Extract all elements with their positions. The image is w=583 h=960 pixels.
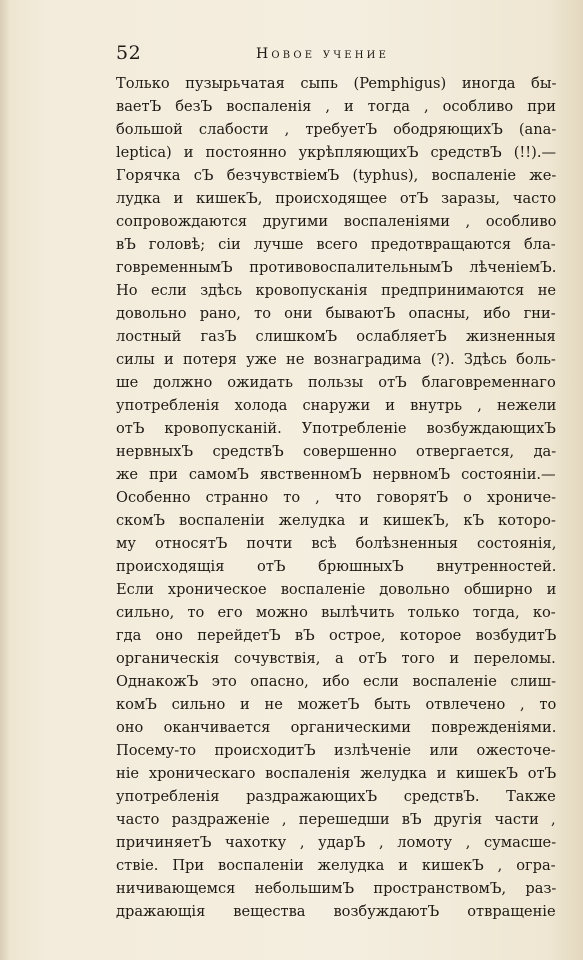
text-line: вЪ головѣ; сіи лучше всего предотвращаются бла- xyxy=(116,236,556,253)
text-line: Только пузырьчатая сыпь (Pemphigus) иногда бы- xyxy=(116,75,557,92)
text-line: му относятЪ почти всѣ болѣзненныя состоянія, xyxy=(116,535,557,552)
text-line: Но если здѣсь кровопусканія предпринимаются не xyxy=(116,282,557,299)
gutter-shadow xyxy=(0,0,10,960)
text-line: комЪ сильно и не можетЪ быть отвлечено , то xyxy=(116,696,557,713)
text-line: ствіе. При воспаленіи желудка и кишекЪ , огра- xyxy=(116,857,556,874)
text-line: сильно, то его можно вылѣчить только тогда, ко- xyxy=(116,604,556,621)
text-line: Горячка сЪ безчувствіемЪ (typhus), воспаленіе же- xyxy=(116,167,557,184)
text-line: Посему-то происходитЪ излѣченіе или ожесточе- xyxy=(116,742,556,759)
text-line: нервныхЪ средствЪ совершенно отвергается, да- xyxy=(116,443,557,460)
text-line: довольно рано, то они бываютЪ опасны, ибо гни- xyxy=(116,305,556,322)
text-line: скомЪ воспаленіи желудка и кишекЪ, кЪ которо- xyxy=(116,512,556,529)
text-line: лудка и кишекЪ, происходящее отЪ заразы, часто xyxy=(116,190,557,207)
text-line: ваетЪ безЪ воспаленія , и тогда , особливо при xyxy=(116,98,556,115)
text-line: ОднакожЪ это опасно, ибо если воспаленіе слиш- xyxy=(116,673,557,690)
page-number: 52 xyxy=(116,42,142,64)
text-line: говременнымЪ противовоспалительнымЪ лѣченіемЪ. xyxy=(116,259,557,276)
text-line: Если хроническое воспаленіе довольно обширно и xyxy=(116,581,557,598)
text-line: Особенно странно то , что говорятЪ о хрониче- xyxy=(116,489,557,506)
text-line: большой слабости , требуетЪ ободряющихЪ (ana- xyxy=(116,121,557,138)
text-line: отЪ кровопусканій. Употребленіе возбуждающихЪ xyxy=(116,420,556,437)
text-line: часто раздраженіе , перешедши вЪ другія части , xyxy=(116,811,556,828)
text-line: дражающія вещества возбуждаютЪ отвращеніе xyxy=(116,903,556,920)
page-header xyxy=(116,42,560,72)
text-line: ше должно ожидать пользы отЪ благовременнаго xyxy=(116,374,556,391)
text-line: причиняетЪ чахотку , ударЪ , ломоту , сумасше- xyxy=(116,834,557,851)
text-line: употребленія раздражающихЪ средствЪ. Также xyxy=(116,788,556,805)
text-line: лостный газЪ слишкомЪ ослабляетЪ жизненныя xyxy=(116,328,556,345)
body-text xyxy=(116,72,556,923)
running-title: Новое учение xyxy=(256,46,390,62)
text-line: ніе хроническаго воспаленія желудка и кишекЪ отЪ xyxy=(116,765,557,782)
text-line: сопровождаются другими воспаленіями , особливо xyxy=(116,213,557,230)
text-line: оно оканчивается органическими поврежденіями. xyxy=(116,719,557,736)
text-line: leptica) и постоянно укрѣпляющихЪ средствЪ (!!).— xyxy=(116,144,557,161)
text-line: органическія сочувствія, а отЪ того и переломы. xyxy=(116,650,556,667)
text-line: же при самомЪ явственномЪ нервномЪ состояніи.— xyxy=(116,466,556,483)
text-line: происходящія отЪ брюшныхЪ внутренностей. xyxy=(116,558,557,575)
text-line: гда оно перейдетЪ вЪ острое, которое возбудитЪ xyxy=(116,627,557,644)
text-line: употребленія холода снаружи и внутрь , нежели xyxy=(116,397,557,414)
text-line: силы и потеря уже не вознаградима (?). Здѣсь боль- xyxy=(116,351,556,368)
text-line: ничивающемся небольшимЪ пространствомЪ, раз- xyxy=(116,880,557,897)
